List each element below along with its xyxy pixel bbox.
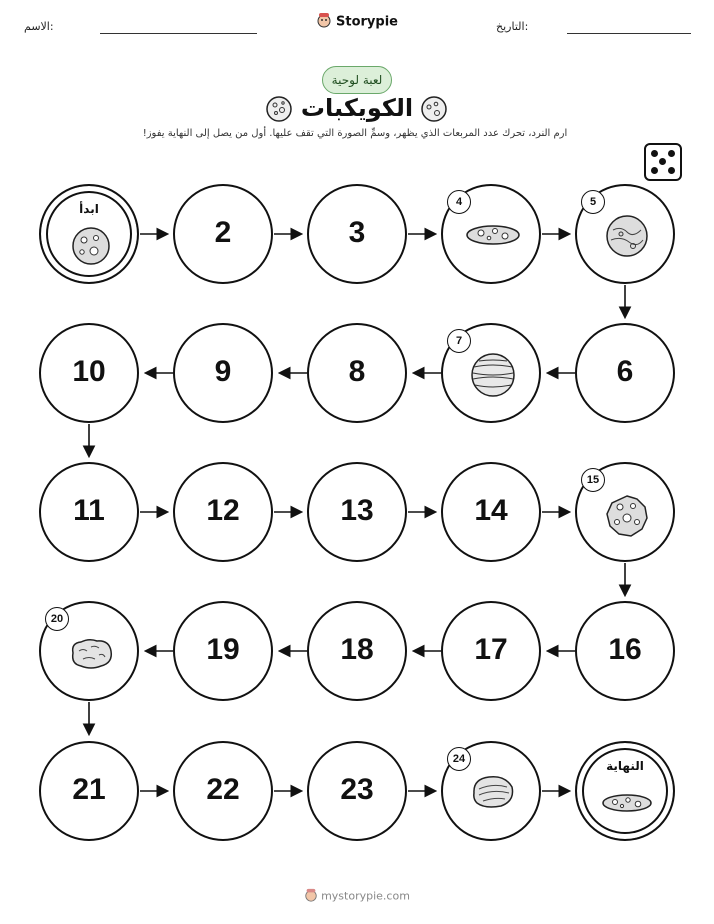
board-cell[interactable] [39, 741, 139, 841]
cell-number: 2 [214, 216, 232, 249]
board-cell[interactable] [307, 184, 407, 284]
board-cell[interactable] [307, 601, 407, 701]
board-picture-cell[interactable] [441, 741, 541, 841]
board-cell[interactable] [441, 601, 541, 701]
board-cell[interactable] [575, 323, 675, 423]
cell-number: 22 [206, 773, 240, 806]
cell-number: 8 [348, 355, 366, 388]
board-picture-cell[interactable] [441, 323, 541, 423]
board-cell[interactable] [441, 462, 541, 562]
end-label: النهاية [606, 759, 644, 773]
cell-number: 16 [608, 633, 642, 666]
board-end-cell[interactable] [575, 741, 675, 841]
cell-number: 11 [73, 494, 105, 527]
board-cell[interactable] [307, 462, 407, 562]
page-title: الكويكبات [300, 94, 414, 122]
footer [0, 888, 714, 905]
streaked-asteroid-icon [469, 773, 517, 811]
board-cell[interactable] [173, 462, 273, 562]
board-cell[interactable] [39, 462, 139, 562]
cell-number: 3 [348, 216, 366, 249]
flat-asteroid-icon [465, 222, 521, 248]
board-cell[interactable] [173, 184, 273, 284]
cell-number: 12 [206, 494, 240, 527]
board-cell[interactable] [173, 323, 273, 423]
date-label: التاريخ: [496, 20, 529, 33]
storypie-logo-icon [304, 888, 318, 905]
cell-number: 19 [206, 633, 240, 666]
flat-asteroid-icon [601, 791, 653, 815]
cell-number-tag: 4 [447, 190, 471, 214]
cratered-asteroid-icon [603, 492, 651, 540]
board-cell[interactable] [173, 601, 273, 701]
cell-number: 23 [340, 773, 374, 806]
board-start-cell[interactable] [39, 184, 139, 284]
name-label: الاسم: [24, 20, 54, 33]
board-cell[interactable] [575, 601, 675, 701]
lumpy-asteroid-icon [67, 637, 115, 671]
cell-number: 18 [340, 633, 374, 666]
board-cell[interactable] [173, 741, 273, 841]
brand-name: Storypie [336, 14, 398, 30]
footer-url[interactable]: mystorypie.com [321, 889, 410, 903]
start-label: ابدأ [79, 202, 99, 216]
instructions: ارم النرد، تحرك عدد المربعات الذي يظهر، وسمِّ الصورة التي تقف عليها. أول من يصل إلى النهاية يفوز! [142, 128, 568, 139]
rocky-planet-icon [603, 212, 651, 260]
cell-number-tag: 20 [45, 607, 69, 631]
board-picture-cell[interactable] [575, 184, 675, 284]
board-cell[interactable] [307, 323, 407, 423]
board-cell[interactable] [39, 323, 139, 423]
cell-number-tag: 15 [581, 468, 605, 492]
cell-number: 13 [340, 494, 374, 527]
striped-planet-icon [469, 351, 517, 399]
cell-number-tag: 5 [581, 190, 605, 214]
cell-number-tag: 7 [447, 329, 471, 353]
board-picture-cell[interactable] [575, 462, 675, 562]
cell-number: 17 [474, 633, 508, 666]
game-type-badge: لعبة لوحية [322, 66, 392, 94]
board-picture-cell[interactable] [39, 601, 139, 701]
cell-number: 21 [72, 773, 106, 806]
cell-number: 6 [616, 355, 634, 388]
cell-number-tag: 24 [447, 747, 471, 771]
asteroid-icon [69, 224, 113, 268]
board-picture-cell[interactable] [441, 184, 541, 284]
cell-number: 10 [72, 355, 106, 388]
cell-number: 14 [474, 494, 508, 527]
cell-number: 9 [214, 355, 232, 388]
board-cell[interactable] [307, 741, 407, 841]
